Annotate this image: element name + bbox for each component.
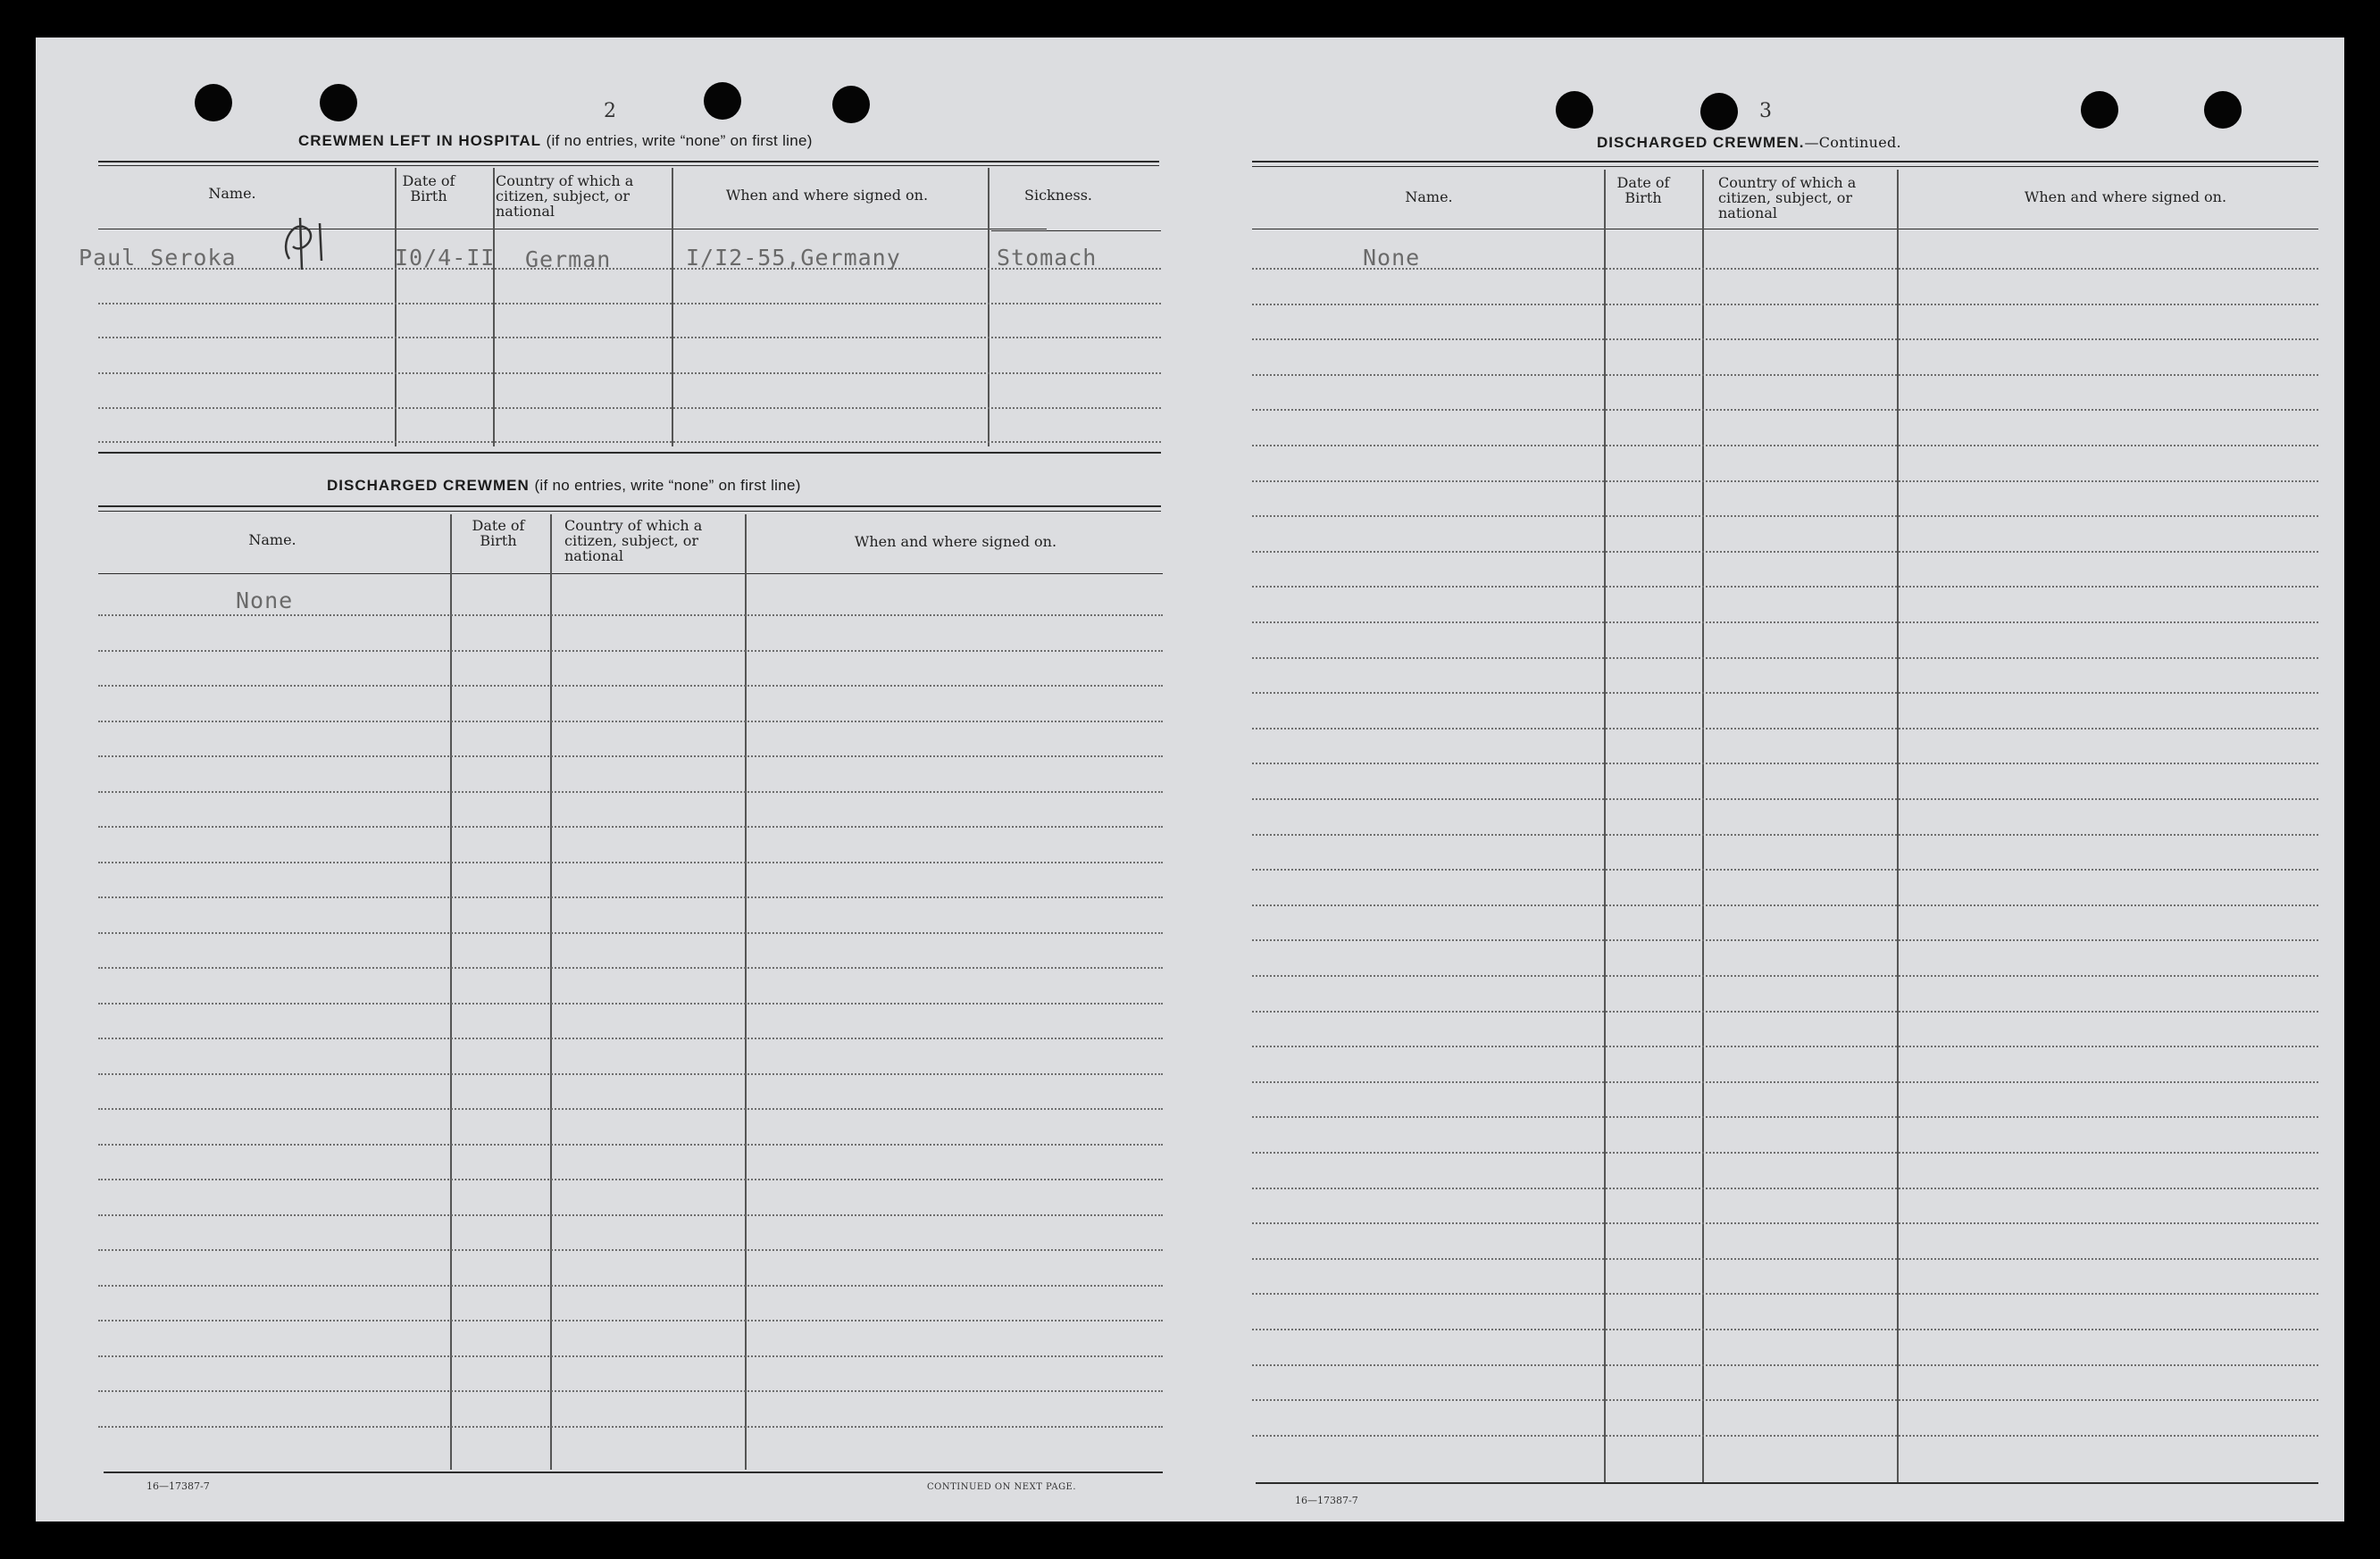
col-divider (395, 168, 397, 446)
punch-hole (320, 84, 357, 121)
discharged-continued-title-text: DISCHARGED CREWMEN. (1597, 134, 1805, 151)
dotted-row-line (1252, 939, 2318, 941)
form-number-left: 16—17387-7 (146, 1480, 210, 1492)
dotted-row-line (1252, 1046, 2318, 1047)
dotted-row-line (1252, 621, 2318, 623)
header-rule (991, 230, 1161, 231)
col-divider (493, 168, 495, 446)
hospital-entry-country: German (525, 246, 612, 272)
dotted-row-line (98, 1003, 1163, 1005)
page-number-left: 2 (604, 100, 616, 122)
dotted-row-line (1252, 586, 2318, 588)
dotted-row-line (1252, 445, 2318, 446)
hospital-col-sickness: Sickness. (1023, 187, 1092, 204)
dotted-row-line (98, 1426, 1163, 1428)
discharged-col-signed: When and where signed on. (854, 533, 1057, 550)
dotted-row-line (98, 614, 1163, 616)
dotted-row-line (1252, 1435, 2318, 1437)
col-divider (550, 514, 552, 1470)
dotted-row-line (1252, 1188, 2318, 1189)
dotted-row-line (1252, 480, 2318, 482)
dotted-row-line (1252, 1258, 2318, 1260)
dotted-row-line (98, 1214, 1163, 1216)
dotted-row-line (1252, 692, 2318, 694)
discharged-continued-title (1597, 134, 1901, 152)
dotted-row-line (1252, 798, 2318, 800)
dotted-row-line (98, 1038, 1163, 1039)
dotted-row-line (1252, 374, 2318, 376)
dotted-row-line (98, 1355, 1163, 1357)
rule (98, 165, 1159, 166)
hospital-col-dob: Date of Birth (402, 172, 455, 204)
hospital-title-note: (if no entries, write “none” on first line) (546, 132, 813, 149)
dotted-row-line (1252, 515, 2318, 517)
punch-hole (832, 86, 870, 123)
dotted-row-line (98, 755, 1163, 757)
rule (104, 1471, 1163, 1473)
dotted-row-line (1252, 1081, 2318, 1083)
continued-first-entry: None (1363, 245, 1421, 271)
dotted-row-line (98, 896, 1163, 898)
hospital-entry-sickness: Stomach (997, 245, 1098, 271)
punch-hole (2204, 91, 2242, 129)
punch-hole (1700, 93, 1738, 130)
dotted-row-line (98, 1179, 1163, 1180)
dotted-row-line (98, 1073, 1163, 1075)
dotted-row-line (98, 967, 1163, 969)
page-number-right: 3 (1759, 100, 1772, 122)
dotted-row-line (1252, 657, 2318, 659)
hospital-entry-dob: I0/4-II (395, 245, 496, 271)
hospital-col-name: Name. (208, 185, 256, 202)
hospital-entry-signed: I/I2-55,Germany (686, 245, 901, 271)
dotted-row-line (1252, 763, 2318, 764)
header-rule (98, 573, 1163, 574)
col-divider (988, 168, 990, 446)
continued-col-country: Country of which a citizen, subject, or national (1718, 174, 1857, 221)
dotted-row-line (1252, 975, 2318, 977)
discharged-section-title (327, 477, 801, 495)
dotted-row-line (98, 791, 1163, 793)
hospital-section-title (298, 132, 813, 150)
col-divider (1604, 170, 1606, 1482)
dotted-row-line (1252, 728, 2318, 729)
discharged-col-dob: Date of Birth (472, 517, 525, 549)
document-sheet (36, 38, 2344, 1521)
hospital-entry-name: Paul Seroka (79, 245, 237, 271)
discharged-col-country: Country of which a citizen, subject, or national (564, 517, 703, 564)
rule (98, 505, 1161, 507)
dotted-row-line (98, 1144, 1163, 1146)
dotted-row-line (98, 826, 1163, 828)
dotted-row-line (1252, 1116, 2318, 1118)
dotted-row-line (98, 1285, 1163, 1287)
punch-hole (704, 82, 741, 120)
dotted-row-line (98, 1249, 1163, 1251)
dotted-row-line (1252, 1364, 2318, 1366)
col-divider (1702, 170, 1704, 1482)
dotted-row-line (1252, 409, 2318, 411)
rule (98, 452, 1161, 454)
discharged-title-text: DISCHARGED CREWMEN (327, 477, 530, 494)
continued-col-dob: Date of Birth (1616, 174, 1670, 206)
dotted-row-line (1252, 1399, 2318, 1401)
continued-col-signed: When and where signed on. (2024, 188, 2227, 205)
rule (1252, 161, 2318, 163)
dotted-row-line (98, 932, 1163, 934)
dotted-row-line (98, 1320, 1163, 1321)
dotted-row-line (98, 721, 1163, 722)
punch-hole (1556, 91, 1593, 129)
hospital-col-signed: When and where signed on. (725, 187, 929, 204)
dotted-row-line (1252, 551, 2318, 553)
dotted-row-line (1252, 1293, 2318, 1295)
dotted-row-line (98, 650, 1163, 652)
col-divider (1897, 170, 1899, 1482)
dotted-row-line (1252, 1152, 2318, 1154)
rule (1256, 1482, 2318, 1484)
punch-hole (195, 84, 232, 121)
col-divider (745, 514, 747, 1470)
continued-note: CONTINUED ON NEXT PAGE. (927, 1482, 1077, 1492)
discharged-first-entry: None (236, 588, 294, 613)
dotted-row-line (1252, 338, 2318, 340)
initials-mark (273, 207, 345, 279)
punch-hole (2081, 91, 2118, 129)
dotted-row-line (1252, 869, 2318, 871)
dotted-row-line (1252, 304, 2318, 305)
hospital-col-country: Country of which a citizen, subject, or national (496, 172, 634, 220)
rule (1252, 166, 2318, 167)
discharged-continued-suffix: —Continued. (1804, 134, 1901, 151)
dotted-row-line (1252, 1011, 2318, 1013)
dotted-row-line (98, 685, 1163, 687)
dotted-row-line (98, 1108, 1163, 1110)
discharged-title-note: (if no entries, write “none” on first line) (534, 477, 801, 494)
dotted-row-line (98, 1390, 1163, 1392)
continued-col-name: Name. (1405, 188, 1453, 205)
dotted-row-line (1252, 905, 2318, 906)
dotted-row-line (1252, 268, 2318, 270)
form-number-right: 16—17387-7 (1295, 1495, 1358, 1506)
dotted-row-line (1252, 834, 2318, 836)
rule (98, 161, 1159, 163)
dotted-row-line (1252, 1222, 2318, 1224)
rule (98, 511, 1161, 512)
discharged-col-name: Name. (248, 531, 296, 548)
col-divider (450, 514, 452, 1470)
dotted-row-line (98, 862, 1163, 863)
col-divider (672, 168, 673, 446)
dotted-row-line (1252, 1329, 2318, 1330)
hospital-title-text: CREWMEN LEFT IN HOSPITAL (298, 132, 541, 149)
